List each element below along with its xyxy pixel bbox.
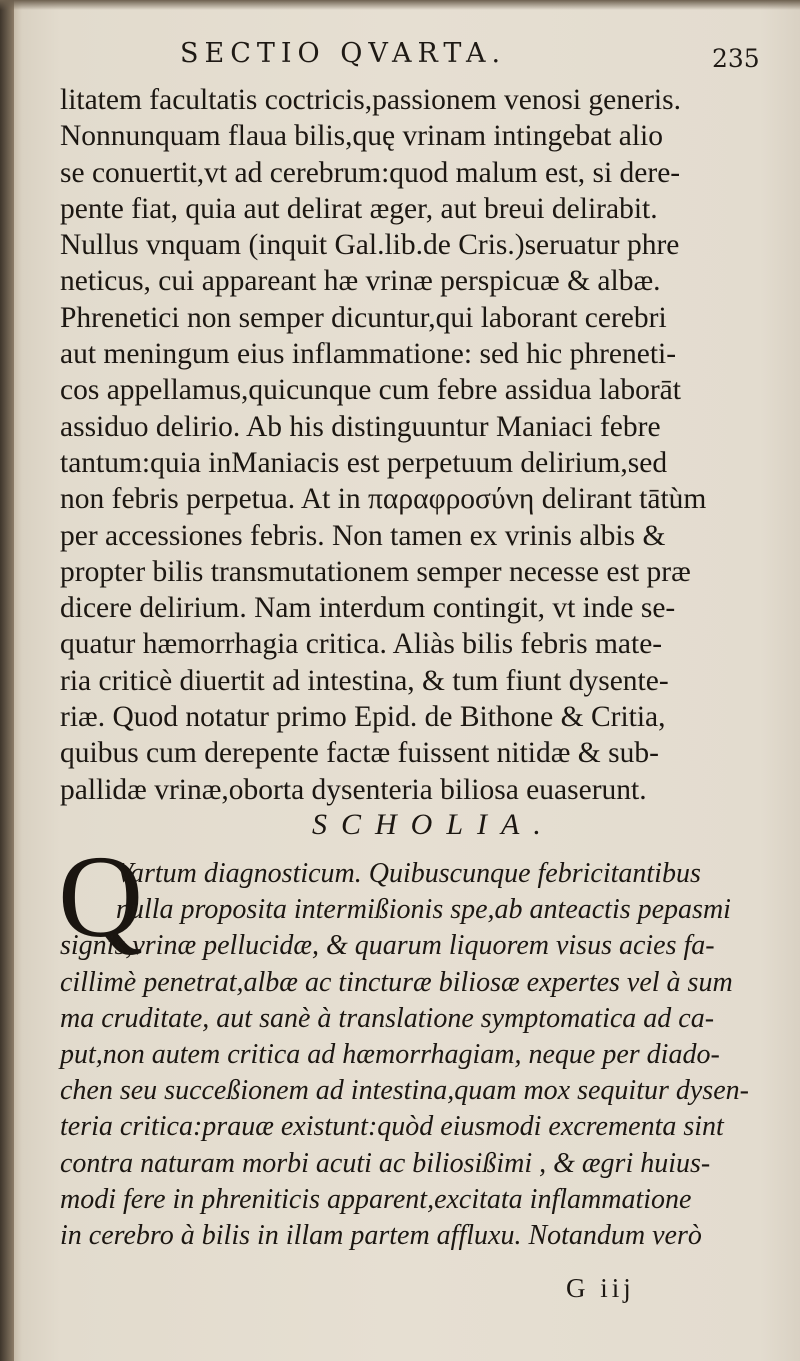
text-line: Nonnunquam flaua bilis,quę vrinam intingebat alio: [60, 120, 663, 153]
text-line: tantum:quia inManiacis est perpetuum delirium,sed: [60, 446, 668, 479]
page-top-edge: [0, 0, 800, 10]
page-number: 235: [712, 44, 760, 73]
text-line: dicere delirium. Nam interdum contingit, vt inde se-: [60, 592, 676, 625]
running-head: SECTIO QVARTA.: [180, 38, 507, 69]
text-line: litatem facultatis coctricis,passionem venosi generis.: [60, 84, 681, 116]
text-line: non febris perpetua. At in παραφροσύνη delirant tātùm: [60, 483, 707, 516]
scholia-line: signis,vrinæ pellucidæ, & quarum liquorem visus acies fa-: [60, 930, 715, 962]
text-line: Nullus vnquam (inquit Gal.lib.de Cris.)seruatur phre: [60, 229, 680, 262]
text-line: pente fiat, quia aut delirat æger, aut breui delirabit.: [60, 192, 658, 225]
text-line: quibus cum derepente factæ fuissent nitidæ & sub-: [60, 737, 659, 770]
text-line: se conuertit,vt ad cerebrum:quod malum est, si dere-: [60, 156, 681, 189]
text-line: assiduo delirio. Ab his distinguuntur Maniaci febre: [60, 410, 661, 443]
text-line: ria criticè diuertit ad intestina, & tum fiunt dysente-: [60, 664, 669, 697]
signature-mark: G iij: [566, 1273, 635, 1303]
text-line: cos appellamus,quicunque cum febre assidua laborāt: [60, 374, 681, 407]
text-line: aut meningum eius inflammatione: sed hic phreneti-: [60, 338, 677, 371]
scholia-line: cillimè penetrat,albæ ac tincturæ biliosæ expertes vel à sum: [60, 966, 733, 998]
scholia-line: contra naturam morbi acuti ac biliosißimi , & ægri huius-: [60, 1147, 711, 1179]
scholia-line: ma cruditate, aut sanè à translatione symptomatica ad ca-: [60, 1002, 715, 1034]
text-line: pallidæ vrinæ,oborta dysenteria biliosa euaserunt.: [60, 773, 647, 806]
scholia-line: teria critica:prauæ existunt:quòd eiusmodi excrementa sint: [60, 1111, 724, 1143]
scholia-text-block: [60, 856, 780, 1254]
text-line: Phrenetici non semper dicuntur,qui laborant cerebri: [60, 301, 667, 334]
text-line: per accessiones febris. Non tamen ex vrinis albis &: [60, 519, 666, 552]
text-line: riæ. Quod notatur primo Epid. de Bithone & Critia,: [60, 701, 666, 734]
book-spine-shadow: [0, 0, 14, 1361]
scholia-line: put,non autem critica ad hæmorrhagiam, neque per diado-: [60, 1038, 720, 1070]
scholia-heading: SCHOLIA.: [312, 808, 555, 841]
scholia-line: in cerebro à bilis in illam partem affluxu. Notandum verò: [60, 1219, 702, 1251]
text-line: quatur hæmorrhagia critica. Aliàs bilis febris mate-: [60, 628, 663, 661]
main-text-block: [60, 82, 780, 808]
scholia-line: modi fere in phreniticis apparent,excitata inflammatione: [60, 1183, 692, 1215]
scholia-line: chen seu succeßionem ad intestina,quam mox sequitur dysen-: [60, 1075, 749, 1107]
text-line: neticus, cui appareant hæ vrinæ perspicuæ & albæ.: [60, 265, 661, 298]
scholia-line: nulla proposita intermißionis spe,ab anteactis pepasmi: [116, 894, 731, 926]
text-line: propter bilis transmutationem semper necesse est præ: [60, 555, 691, 588]
drop-cap: Q: [58, 831, 144, 962]
scholia-line: Vartum diagnosticum. Quibuscunque febricitantibus: [116, 858, 701, 889]
